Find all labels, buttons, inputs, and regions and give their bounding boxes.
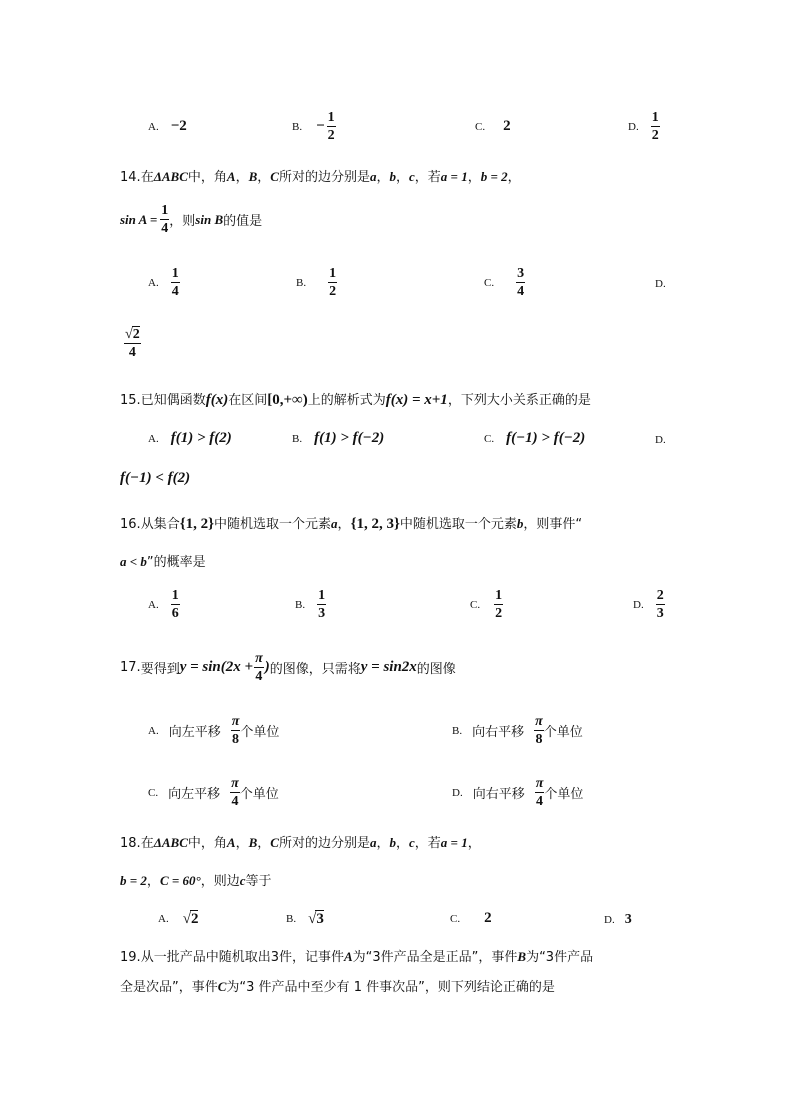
math: f(x) xyxy=(205,392,229,408)
text: 从一批产品中随机取出3件，记事件 xyxy=(140,950,344,965)
numerator: π xyxy=(535,776,544,791)
q16-option-d[interactable] xyxy=(633,588,665,621)
q19-stem-line1 xyxy=(120,946,593,965)
q15-option-d-value xyxy=(120,470,190,487)
question-number: 17. xyxy=(120,660,141,675)
q16-option-a[interactable] xyxy=(148,588,180,621)
text: ， xyxy=(337,517,351,532)
denominator: 4 xyxy=(536,794,544,809)
text: ，下列大小关系正确的是 xyxy=(447,393,591,408)
option-value: 3 xyxy=(624,912,632,927)
text: ， xyxy=(257,170,271,185)
denominator: 8 xyxy=(535,732,543,747)
q18-option-d[interactable] xyxy=(604,912,632,928)
option-label: D. xyxy=(604,914,615,926)
q13-option-c[interactable] xyxy=(475,118,511,135)
option-label: C. xyxy=(484,432,495,445)
fraction xyxy=(535,776,545,809)
math: f(x) = x+1 xyxy=(385,392,448,408)
text: 中随机选取一个元素 xyxy=(399,517,517,532)
option-label: C. xyxy=(148,786,159,799)
q15-option-c[interactable] xyxy=(484,430,585,447)
q18-stem-line2 xyxy=(120,870,272,889)
text: ， xyxy=(467,836,481,851)
option-label: D. xyxy=(655,278,666,290)
numerator: √2 xyxy=(125,327,140,342)
fraction xyxy=(254,651,264,684)
q17-option-a[interactable] xyxy=(148,714,279,747)
math: A xyxy=(226,835,236,850)
text: 向左平移 xyxy=(168,787,221,802)
option-label: C. xyxy=(470,598,481,611)
text: ， xyxy=(467,170,481,185)
radicand: 2 xyxy=(132,327,140,342)
option-label: A. xyxy=(148,120,159,133)
option-label: B. xyxy=(292,432,303,445)
fraction xyxy=(328,266,337,299)
q17-option-d[interactable] xyxy=(452,776,583,809)
text: 为“3件产品 xyxy=(526,950,594,965)
math: A xyxy=(226,169,236,184)
fraction xyxy=(230,776,240,809)
text: 所对的边分别是 xyxy=(278,836,370,851)
text: 为“3 件产品中至少有 1 件事次品”，则下列结论正确的是 xyxy=(226,980,555,995)
text: 已知偶函数 xyxy=(140,393,206,408)
math: C = 60° xyxy=(159,873,201,888)
math: c xyxy=(408,835,415,850)
q16-stem-line2 xyxy=(120,551,206,570)
text: 个单位 xyxy=(240,725,280,740)
option-value: 2 xyxy=(484,910,492,926)
math: b xyxy=(389,169,396,184)
option-label: A. xyxy=(148,724,159,737)
text: 向右平移 xyxy=(472,725,525,740)
numerator: π xyxy=(255,651,263,666)
fraction xyxy=(494,588,503,621)
fraction xyxy=(160,203,169,236)
fraction xyxy=(651,110,660,143)
question-number: 19. xyxy=(120,950,141,965)
q18-option-a[interactable] xyxy=(158,910,198,928)
denominator: 3 xyxy=(318,606,326,621)
text: 上的解析式为 xyxy=(307,393,386,408)
numerator: π xyxy=(231,776,239,791)
option-value: √3 xyxy=(308,911,324,927)
text: 个单位 xyxy=(544,787,584,802)
option-label: C. xyxy=(484,276,495,289)
text: 中，角 xyxy=(187,836,227,851)
option-value: f(1) > f(2) xyxy=(170,430,232,446)
option-label: B. xyxy=(292,120,303,133)
q18-option-b[interactable] xyxy=(286,910,324,928)
question-number: 18. xyxy=(120,836,141,851)
text: 等于 xyxy=(245,874,272,889)
math: y = sin(2x + xyxy=(179,659,254,675)
denominator: 2 xyxy=(327,128,335,143)
math: y = sin2x xyxy=(360,659,417,675)
text: 向左平移 xyxy=(168,725,221,740)
math: a xyxy=(369,835,377,850)
math: C xyxy=(217,979,227,994)
numerator: 1 xyxy=(318,588,326,603)
option-value: 2 xyxy=(503,118,511,134)
math: b xyxy=(516,516,524,531)
q14-option-c[interactable] xyxy=(484,266,525,299)
text: 所对的边分别是 xyxy=(278,170,370,185)
denominator: 4 xyxy=(255,669,263,684)
numerator: 2 xyxy=(656,588,664,603)
text: ，则 xyxy=(169,214,196,229)
option-label: D. xyxy=(628,120,639,133)
q17-option-b[interactable] xyxy=(452,714,583,747)
q17-stem xyxy=(120,651,456,684)
numerator: 3 xyxy=(517,266,525,281)
math: a = 1 xyxy=(440,835,468,850)
math: C xyxy=(270,169,279,184)
math: a < b xyxy=(120,554,147,569)
text: 为“3件产品全是正品”，事件 xyxy=(352,950,518,965)
q19-stem-line2 xyxy=(120,976,555,995)
q18-option-c[interactable] xyxy=(450,910,492,927)
option-label: B. xyxy=(296,276,307,289)
text: 个单位 xyxy=(543,725,583,740)
math: B xyxy=(248,835,258,850)
text: ， xyxy=(395,170,409,185)
q13-option-b[interactable] xyxy=(292,110,336,143)
denominator: 8 xyxy=(232,732,240,747)
radicand: 3 xyxy=(316,911,324,927)
text: ， xyxy=(257,836,271,851)
math: a xyxy=(331,516,338,531)
math: b = 2 xyxy=(120,873,147,888)
option-label: B. xyxy=(452,724,463,737)
text: 的值是 xyxy=(223,214,263,229)
math: b xyxy=(389,835,396,850)
q14-option-d[interactable] xyxy=(655,276,666,291)
q17-option-c[interactable] xyxy=(148,776,279,809)
text: ，则事件“ xyxy=(523,517,583,532)
fraction xyxy=(171,266,180,299)
q16-stem-line1 xyxy=(120,513,582,533)
math: {1, 2, 3} xyxy=(350,516,400,532)
question-number: 16. xyxy=(120,517,141,532)
numerator: 1 xyxy=(171,588,179,603)
option-value: f(−1) < f(2) xyxy=(120,470,191,486)
text: ，则边 xyxy=(200,874,240,889)
option-label: B. xyxy=(286,913,297,925)
math: b = 2 xyxy=(480,169,508,184)
denominator: 3 xyxy=(656,606,664,621)
denominator: 4 xyxy=(161,221,169,236)
text: ， xyxy=(146,874,160,889)
option-label: D. xyxy=(633,598,644,611)
denominator: 4 xyxy=(517,284,525,299)
q16-option-c[interactable] xyxy=(470,588,503,621)
q14-stem-line2 xyxy=(120,203,262,236)
denominator: 6 xyxy=(171,606,179,621)
q14-stem-line1 xyxy=(120,166,521,185)
text: ，若 xyxy=(414,170,441,185)
q18-stem-line1 xyxy=(120,832,481,851)
fraction xyxy=(656,588,665,621)
math: A xyxy=(343,949,353,964)
math: sin B xyxy=(195,211,224,227)
denominator: 2 xyxy=(495,606,503,621)
q14-option-d-value xyxy=(124,326,141,360)
text: ， xyxy=(507,170,521,185)
text: 向右平移 xyxy=(472,787,525,802)
denominator: 2 xyxy=(651,128,659,143)
text: 个单位 xyxy=(239,787,279,802)
text: ， xyxy=(376,836,390,851)
text: 全是次品”，事件 xyxy=(120,980,218,995)
q15-option-b[interactable] xyxy=(292,430,384,447)
option-label: D. xyxy=(655,434,666,446)
math: C xyxy=(270,835,279,850)
option-label: C. xyxy=(450,912,461,925)
numerator: 1 xyxy=(171,266,179,281)
math: ΔABC xyxy=(153,835,188,850)
text: 的图像 xyxy=(416,662,456,677)
text: ， xyxy=(235,836,249,851)
q15-stem xyxy=(120,389,591,409)
denominator: 4 xyxy=(231,794,239,809)
math: ΔABC xyxy=(153,169,188,184)
math: [0,+∞) xyxy=(267,392,308,408)
math: B xyxy=(517,949,527,964)
q13-option-a[interactable] xyxy=(148,118,187,135)
option-label: A. xyxy=(148,598,159,611)
text: ，若 xyxy=(414,836,441,851)
text: 在区间 xyxy=(228,393,268,408)
numerator: 1 xyxy=(327,110,335,125)
option-value: f(−1) > f(−2) xyxy=(506,430,586,446)
text: 要得到 xyxy=(140,662,180,677)
text: 中随机选取一个元素 xyxy=(214,517,332,532)
text: 在 xyxy=(140,836,154,851)
denominator: 2 xyxy=(329,284,337,299)
text: 从集合 xyxy=(140,517,180,532)
option-label: C. xyxy=(475,120,486,133)
math: B xyxy=(248,169,258,184)
option-value: f(1) > f(−2) xyxy=(314,430,385,446)
minus-sign: − xyxy=(316,118,325,134)
math: sin A = xyxy=(120,211,158,227)
text: ， xyxy=(376,170,390,185)
fraction xyxy=(124,326,141,360)
math: ) xyxy=(264,659,270,675)
question-number: 14. xyxy=(120,170,141,185)
q14-option-a[interactable] xyxy=(148,266,180,299)
fraction xyxy=(231,714,241,747)
numerator: 1 xyxy=(329,266,337,281)
numerator: π xyxy=(231,714,240,729)
text: ”的概率是 xyxy=(146,555,206,570)
math: a xyxy=(369,169,377,184)
numerator: π xyxy=(535,714,543,729)
numerator: 1 xyxy=(495,588,503,603)
radicand: 2 xyxy=(190,911,199,927)
text: 在 xyxy=(140,170,154,185)
option-value: √2 xyxy=(182,911,199,927)
q15-option-d[interactable] xyxy=(655,432,666,447)
fraction xyxy=(317,588,326,621)
option-value: −2 xyxy=(170,118,187,134)
q13-option-d[interactable] xyxy=(628,110,660,143)
math: c xyxy=(408,169,415,184)
option-label: A. xyxy=(158,913,169,925)
option-label: A. xyxy=(148,276,159,289)
math: a = 1 xyxy=(440,169,468,184)
text: 的图像，只需将 xyxy=(269,662,361,677)
fraction xyxy=(171,588,180,621)
text: ， xyxy=(235,170,249,185)
denominator: 4 xyxy=(171,284,179,299)
question-number: 15. xyxy=(120,393,141,408)
fraction xyxy=(534,714,544,747)
numerator: 1 xyxy=(651,110,659,125)
q14-option-b[interactable] xyxy=(296,266,337,299)
option-label: B. xyxy=(295,598,306,611)
fraction xyxy=(516,266,525,299)
q15-option-a[interactable] xyxy=(148,430,232,447)
option-label: A. xyxy=(148,432,159,445)
numerator: 1 xyxy=(161,203,169,218)
fraction xyxy=(327,110,336,143)
math: {1, 2} xyxy=(179,516,215,532)
text: ， xyxy=(395,836,409,851)
q16-option-b[interactable] xyxy=(295,588,326,621)
math: c xyxy=(239,873,246,888)
option-label: D. xyxy=(452,786,463,799)
denominator: 4 xyxy=(128,345,136,360)
text: 中，角 xyxy=(187,170,227,185)
